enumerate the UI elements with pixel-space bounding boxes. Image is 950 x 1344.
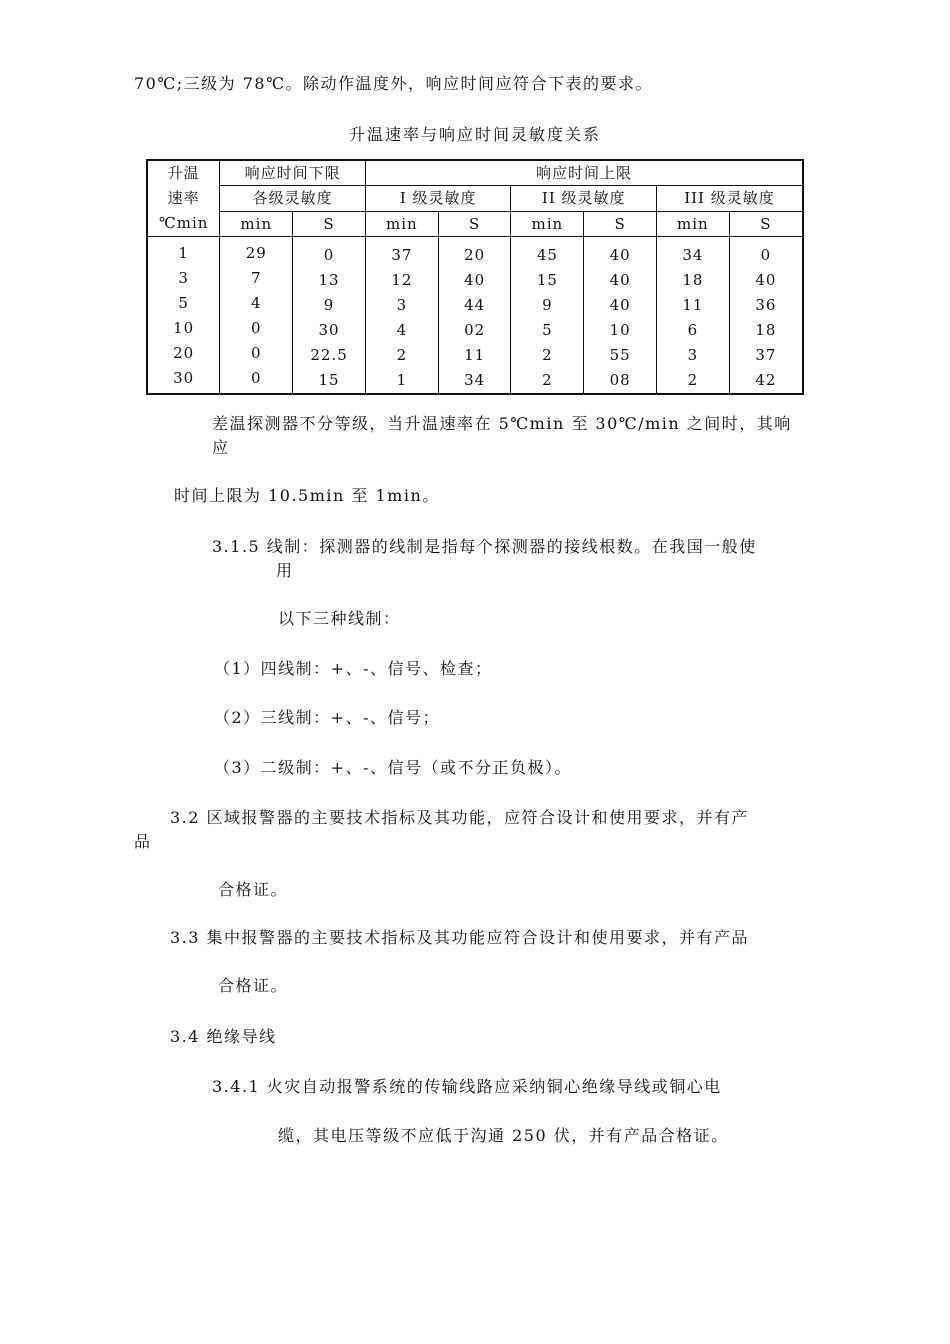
section-3-3-line2: 合格证。 (218, 976, 289, 995)
unit-s: S (584, 211, 657, 236)
col-l3-s: 0 40 36 18 37 42 (729, 237, 803, 395)
unit-min: min (220, 211, 293, 236)
col-l1-s: 20 40 44 02 11 34 (438, 237, 511, 395)
header-lower-limit: 响应时间下限 (220, 160, 366, 186)
col-l2-min: 45 15 9 5 2 2 (511, 237, 584, 395)
sensitivity-table (146, 159, 804, 395)
section-3-3-line1: 3.3 集中报警器的主要技术指标及其功能应符合设计和使用要求，并有产品 (170, 928, 750, 947)
header-rate: 升温 速率 ℃min (147, 160, 220, 237)
section-3-4-1-line1: 3.4.1 火灾自动报警系统的传输线路应采纳铜心绝缘导线或铜心电 (212, 1077, 722, 1096)
col-l1-min: 37 12 3 4 2 1 (365, 237, 438, 395)
para-diff-detector-3: 时间上限为 10.5min 至 1min。 (174, 486, 440, 505)
header-all-levels: 各级灵敏度 (220, 186, 366, 211)
para-diff-detector-1: 差温探测器不分等级，当升温速率在 5℃min 至 30℃/min 之间时，其响 (212, 414, 792, 433)
unit-min: min (656, 211, 729, 236)
unit-s: S (438, 211, 511, 236)
col-rate: 1 3 5 10 20 30 (147, 237, 220, 395)
section-3-4-heading: 3.4 绝缘导线 (170, 1027, 277, 1046)
col-l3-min: 34 18 11 6 3 2 (656, 237, 729, 395)
unit-s: S (293, 211, 366, 236)
unit-min: min (365, 211, 438, 236)
section-3-2-line2: 品 (134, 832, 152, 851)
list-item-1: （1）四线制：+、-、信号、检查； (214, 659, 493, 678)
section-3-2-line3: 合格证。 (218, 880, 289, 899)
header-level-2: II 级灵敏度 (511, 186, 657, 211)
col-l2-s: 40 40 40 10 55 08 (584, 237, 657, 395)
header-level-3: III 级灵敏度 (656, 186, 803, 211)
table-caption: 升温速率与响应时间灵敏度关系 (348, 125, 601, 144)
para-diff-detector-2: 应 (212, 438, 230, 457)
list-item-2: （2）三线制：+、-、信号； (214, 708, 440, 727)
intro-line: 70℃;三级为 78℃。除动作温度外，响应时间应符合下表的要求。 (134, 74, 653, 93)
unit-s: S (729, 211, 803, 236)
section-3-2-line1: 3.2 区域报警器的主要技术指标及其功能，应符合设计和使用要求，并有产 (170, 808, 750, 827)
section-3-1-5-line1: 3.1.5 线制：探测器的线制是指每个探测器的接线根数。在我国一般使 (212, 537, 757, 556)
section-3-4-1-line2: 缆，其电压等级不应低于沟通 250 伏，并有产品合格证。 (278, 1126, 729, 1145)
list-item-3: （3）二级制：+、-、信号（或不分正负极）。 (214, 758, 572, 777)
section-3-1-5-line2: 用 (276, 561, 294, 580)
col-lower-min: 29 7 4 0 0 0 (220, 237, 293, 395)
header-upper-limit: 响应时间上限 (365, 160, 803, 186)
header-level-1: I 级灵敏度 (365, 186, 511, 211)
unit-min: min (511, 211, 584, 236)
col-lower-s: 0 13 9 30 22.5 15 (293, 237, 366, 395)
section-3-1-5-line3: 以下三种线制： (278, 609, 401, 628)
